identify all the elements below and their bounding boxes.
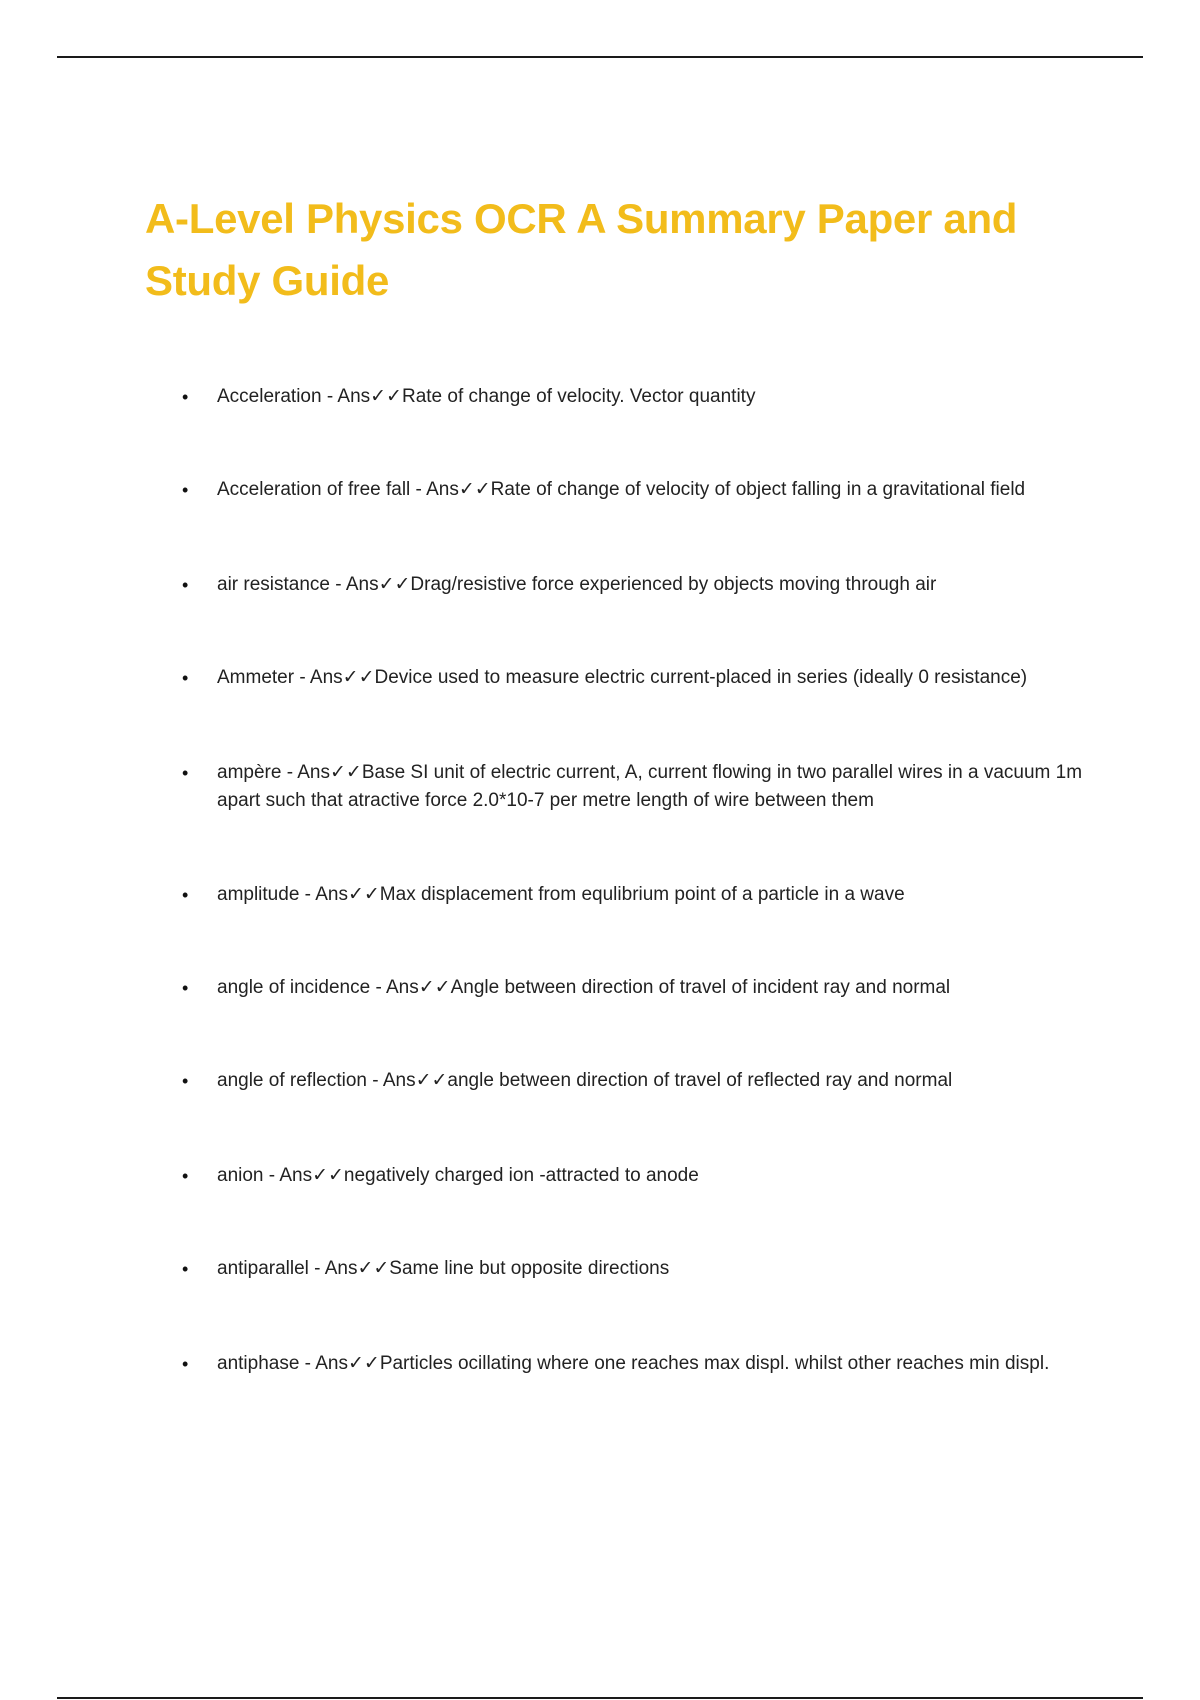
glossary-entry-air-resistance	[182, 571, 1097, 599]
bullet-icon: •	[182, 763, 189, 783]
entry-text: antiparallel - Ans✓✓Same line but opposite directions	[217, 1258, 670, 1279]
glossary-entry-acceleration	[182, 383, 1097, 411]
document-title: A-Level Physics OCR A Summary Paper and Study Guide	[145, 195, 1018, 304]
entry-text: ampère - Ans✓✓Base SI unit of electric current, A, current flowing in two parallel wires in a vacuum 1m apart such that atractive force 2.0*10-7 per metre length of wire between them	[217, 762, 1083, 811]
glossary-entry-anion	[182, 1162, 1097, 1190]
bullet-icon: •	[182, 885, 189, 905]
entry-text: angle of reflection - Ans✓✓angle between direction of travel of reflected ray and normal	[217, 1070, 953, 1091]
bullet-icon: •	[182, 387, 189, 407]
entry-text: Ammeter - Ans✓✓Device used to measure electric current-placed in series (ideally 0 resistance)	[217, 667, 1028, 688]
glossary-entry-angle-of-incidence	[182, 974, 1097, 1002]
glossary-entry-antiparallel	[182, 1255, 1097, 1283]
bullet-icon: •	[182, 978, 189, 998]
glossary-entry-ampere	[182, 759, 1097, 815]
glossary-entry-acceleration-of-free-fall	[182, 476, 1097, 504]
glossary-entry-amplitude	[182, 881, 1097, 909]
bullet-icon: •	[182, 480, 189, 500]
bullet-icon: •	[182, 668, 189, 688]
entry-text: anion - Ans✓✓negatively charged ion -attracted to anode	[217, 1165, 699, 1186]
entry-text: amplitude - Ans✓✓Max displacement from equlibrium point of a particle in a wave	[217, 884, 905, 905]
entry-text: angle of incidence - Ans✓✓Angle between direction of travel of incident ray and normal	[217, 977, 951, 998]
bullet-icon: •	[182, 1071, 189, 1091]
glossary-entry-antiphase	[182, 1350, 1097, 1378]
bottom-rule	[57, 1697, 1143, 1699]
bullet-icon: •	[182, 1259, 189, 1279]
bullet-icon: •	[182, 1354, 189, 1374]
entry-text: Acceleration - Ans✓✓Rate of change of velocity. Vector quantity	[217, 386, 756, 407]
glossary-entry-angle-of-reflection	[182, 1067, 1097, 1095]
bullet-icon: •	[182, 1166, 189, 1186]
entry-text: Acceleration of free fall - Ans✓✓Rate of change of velocity of object falling in a gravitational field	[217, 479, 1026, 500]
bullet-icon: •	[182, 575, 189, 595]
entry-text: antiphase - Ans✓✓Particles ocillating where one reaches max displ. whilst other reaches min displ.	[217, 1353, 1050, 1374]
entry-text: air resistance - Ans✓✓Drag/resistive force experienced by objects moving through air	[217, 574, 937, 595]
glossary-entry-ammeter	[182, 664, 1097, 692]
